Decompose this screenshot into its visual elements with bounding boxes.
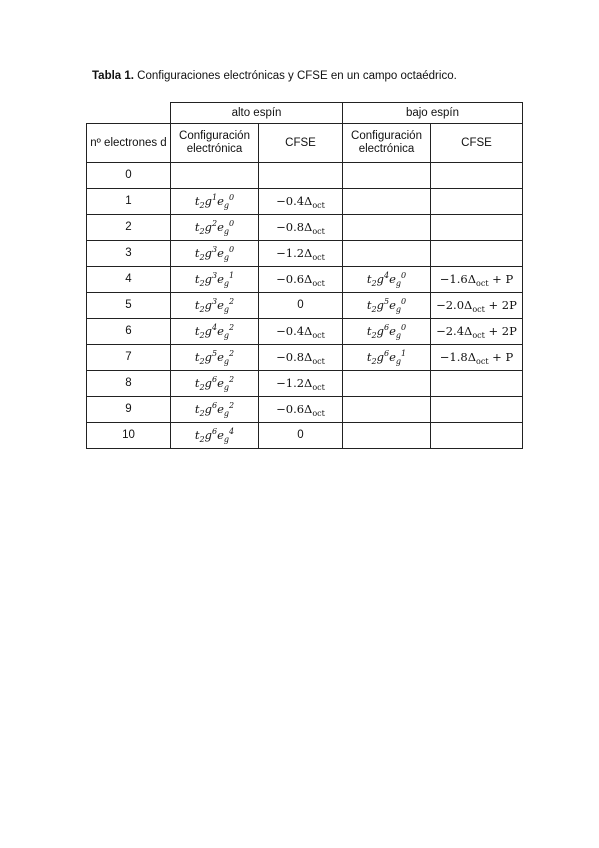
cfse-cell bbox=[259, 189, 343, 215]
electron-config: $t_2g^2e_g^0$ bbox=[194, 218, 235, 236]
t2g-count: 4 bbox=[383, 270, 390, 280]
electron-config: $t_2g^6e_g^1$ bbox=[366, 348, 407, 366]
electron-config: $t_2g^6e_g^0$ bbox=[366, 322, 407, 340]
electron-count: 3 bbox=[87, 241, 171, 267]
pairing-term: + P bbox=[488, 349, 514, 364]
cfse-cell bbox=[431, 241, 523, 267]
cfse-value: $-1.2\Delta_{oct}$ bbox=[276, 245, 325, 262]
t2g-count: 2 bbox=[211, 218, 218, 228]
table-row bbox=[87, 397, 523, 423]
group-header-row bbox=[87, 103, 523, 124]
eg-count: 1 bbox=[229, 270, 235, 280]
electron-count: 0 bbox=[87, 163, 171, 189]
cfse-value: $-0.8\Delta_{oct}$ bbox=[276, 219, 325, 236]
table-caption bbox=[92, 70, 457, 82]
electron-config: $t_2g^6e_g^4$ bbox=[194, 426, 235, 444]
t2g-count: 6 bbox=[211, 426, 218, 436]
config-cell bbox=[343, 423, 431, 449]
t2g-count: 6 bbox=[383, 348, 390, 358]
electron-count: 8 bbox=[87, 371, 171, 397]
electron-config: $t_2g^6e_g^2$ bbox=[194, 374, 235, 392]
cfse-cell bbox=[431, 423, 523, 449]
cfse-cell bbox=[259, 345, 343, 371]
config-cell bbox=[343, 189, 431, 215]
cfse-value: $-0.6\Delta_{oct}$ bbox=[276, 271, 325, 288]
table-row bbox=[87, 345, 523, 371]
eg-count: 0 bbox=[229, 218, 235, 228]
electron-config: $t_2g^1e_g^0$ bbox=[194, 192, 235, 210]
eg-count: 2 bbox=[229, 400, 235, 410]
eg-count: 2 bbox=[229, 348, 235, 358]
t2g-count: 3 bbox=[211, 296, 218, 306]
eg-count: 1 bbox=[401, 348, 407, 358]
table-row bbox=[87, 319, 523, 345]
config-cell bbox=[171, 267, 259, 293]
eg-count: 4 bbox=[229, 426, 235, 436]
config-cell bbox=[171, 371, 259, 397]
t2g-count: 6 bbox=[383, 322, 390, 332]
t2g-count: 5 bbox=[211, 348, 218, 358]
eg-count: 0 bbox=[229, 192, 235, 202]
table-row bbox=[87, 293, 523, 319]
electron-count: 4 bbox=[87, 267, 171, 293]
cfse-value: $-0.6\Delta_{oct}$ bbox=[276, 401, 325, 418]
cfse-value: $-1.6\Delta_{oct} + P$ bbox=[439, 271, 514, 288]
cfse-cell bbox=[431, 215, 523, 241]
table-row bbox=[87, 371, 523, 397]
cfse-cell bbox=[431, 371, 523, 397]
cfse-cell bbox=[431, 163, 523, 189]
header-hs-cfse: CFSE bbox=[259, 124, 343, 163]
electron-count: 5 bbox=[87, 293, 171, 319]
table-row bbox=[87, 163, 523, 189]
config-cell bbox=[171, 345, 259, 371]
config-cell bbox=[343, 163, 431, 189]
cfse-cell bbox=[259, 241, 343, 267]
config-cell bbox=[171, 397, 259, 423]
cfse-cell bbox=[259, 319, 343, 345]
electron-config: $t_2g^4e_g^0$ bbox=[366, 270, 407, 288]
table-row bbox=[87, 241, 523, 267]
table-row bbox=[87, 423, 523, 449]
cfse-cell bbox=[431, 319, 523, 345]
cfse-cell bbox=[431, 345, 523, 371]
cfse-value: $-0.4\Delta_{oct}$ bbox=[276, 193, 325, 210]
cfse-cell bbox=[431, 397, 523, 423]
group-high-spin: alto espín bbox=[171, 103, 343, 124]
electron-count: 6 bbox=[87, 319, 171, 345]
table-row bbox=[87, 215, 523, 241]
eg-count: 0 bbox=[401, 296, 407, 306]
electron-config: $t_2g^6e_g^2$ bbox=[194, 400, 235, 418]
eg-count: 0 bbox=[401, 322, 407, 332]
electron-count: 10 bbox=[87, 423, 171, 449]
group-low-spin: bajo espín bbox=[343, 103, 523, 124]
config-cell bbox=[343, 371, 431, 397]
config-cell bbox=[171, 293, 259, 319]
pairing-term: + 2P bbox=[484, 323, 517, 338]
config-cell bbox=[343, 293, 431, 319]
header-ls-config: Configuración electrónica bbox=[343, 124, 431, 163]
cfse-value: $-2.0\Delta_{oct} + 2P$ bbox=[436, 297, 517, 314]
cfse-cell bbox=[259, 293, 343, 319]
table-row bbox=[87, 189, 523, 215]
cfse-cell bbox=[431, 189, 523, 215]
config-cell bbox=[343, 319, 431, 345]
cfse-cell bbox=[431, 267, 523, 293]
cfse-value: 0 bbox=[297, 299, 304, 311]
electron-config: $t_2g^4e_g^2$ bbox=[194, 322, 235, 340]
config-cell bbox=[343, 267, 431, 293]
cfse-value: $-0.4\Delta_{oct}$ bbox=[276, 323, 325, 340]
t2g-count: 6 bbox=[211, 400, 218, 410]
header-electrons: nº electrones d bbox=[87, 124, 171, 163]
config-cell bbox=[171, 241, 259, 267]
eg-count: 2 bbox=[229, 296, 235, 306]
eg-count: 2 bbox=[229, 374, 235, 384]
t2g-count: 5 bbox=[383, 296, 390, 306]
t2g-count: 3 bbox=[211, 270, 218, 280]
electron-config: $t_2g^3e_g^2$ bbox=[194, 296, 235, 314]
cfse-cell bbox=[259, 215, 343, 241]
config-cell bbox=[343, 397, 431, 423]
table-body bbox=[87, 163, 523, 449]
electron-count: 2 bbox=[87, 215, 171, 241]
electron-config: $t_2g^5e_g^2$ bbox=[194, 348, 235, 366]
config-cell bbox=[171, 319, 259, 345]
cfse-cell bbox=[259, 267, 343, 293]
cfse-cell bbox=[259, 371, 343, 397]
config-cell bbox=[171, 189, 259, 215]
caption-label: Tabla 1. bbox=[92, 70, 134, 82]
cfse-value: 0 bbox=[297, 429, 304, 441]
pairing-term: + 2P bbox=[484, 297, 517, 312]
t2g-count: 3 bbox=[211, 244, 218, 254]
eg-count: 0 bbox=[401, 270, 407, 280]
t2g-count: 1 bbox=[211, 192, 218, 202]
cfse-value: $-1.2\Delta_{oct}$ bbox=[276, 375, 325, 392]
cfse-cell bbox=[431, 293, 523, 319]
header-hs-config: Configuración electrónica bbox=[171, 124, 259, 163]
t2g-count: 4 bbox=[211, 322, 218, 332]
electron-count: 1 bbox=[87, 189, 171, 215]
config-cell bbox=[343, 241, 431, 267]
cfse-value: $-2.4\Delta_{oct} + 2P$ bbox=[436, 323, 517, 340]
eg-count: 2 bbox=[229, 322, 235, 332]
electron-config: $t_2g^5e_g^0$ bbox=[366, 296, 407, 314]
header-ls-cfse: CFSE bbox=[431, 124, 523, 163]
eg-count: 0 bbox=[229, 244, 235, 254]
cfse-value: $-0.8\Delta_{oct}$ bbox=[276, 349, 325, 366]
config-cell bbox=[171, 215, 259, 241]
config-cell bbox=[171, 163, 259, 189]
electron-count: 7 bbox=[87, 345, 171, 371]
cfse-cell bbox=[259, 423, 343, 449]
caption-text: Configuraciones electrónicas y CFSE en un campo octaédrico. bbox=[137, 70, 457, 82]
config-cell bbox=[343, 215, 431, 241]
electron-config: $t_2g^3e_g^1$ bbox=[194, 270, 235, 288]
pairing-term: + P bbox=[488, 271, 514, 286]
config-cell bbox=[171, 423, 259, 449]
electron-count: 9 bbox=[87, 397, 171, 423]
table-row bbox=[87, 267, 523, 293]
t2g-count: 6 bbox=[211, 374, 218, 384]
cfse-value: $-1.8\Delta_{oct} + P$ bbox=[439, 349, 514, 366]
cfse-table bbox=[86, 102, 523, 449]
cfse-cell bbox=[259, 397, 343, 423]
cfse-cell bbox=[259, 163, 343, 189]
config-cell bbox=[343, 345, 431, 371]
electron-config: $t_2g^3e_g^0$ bbox=[194, 244, 235, 262]
column-header-row bbox=[87, 124, 523, 163]
